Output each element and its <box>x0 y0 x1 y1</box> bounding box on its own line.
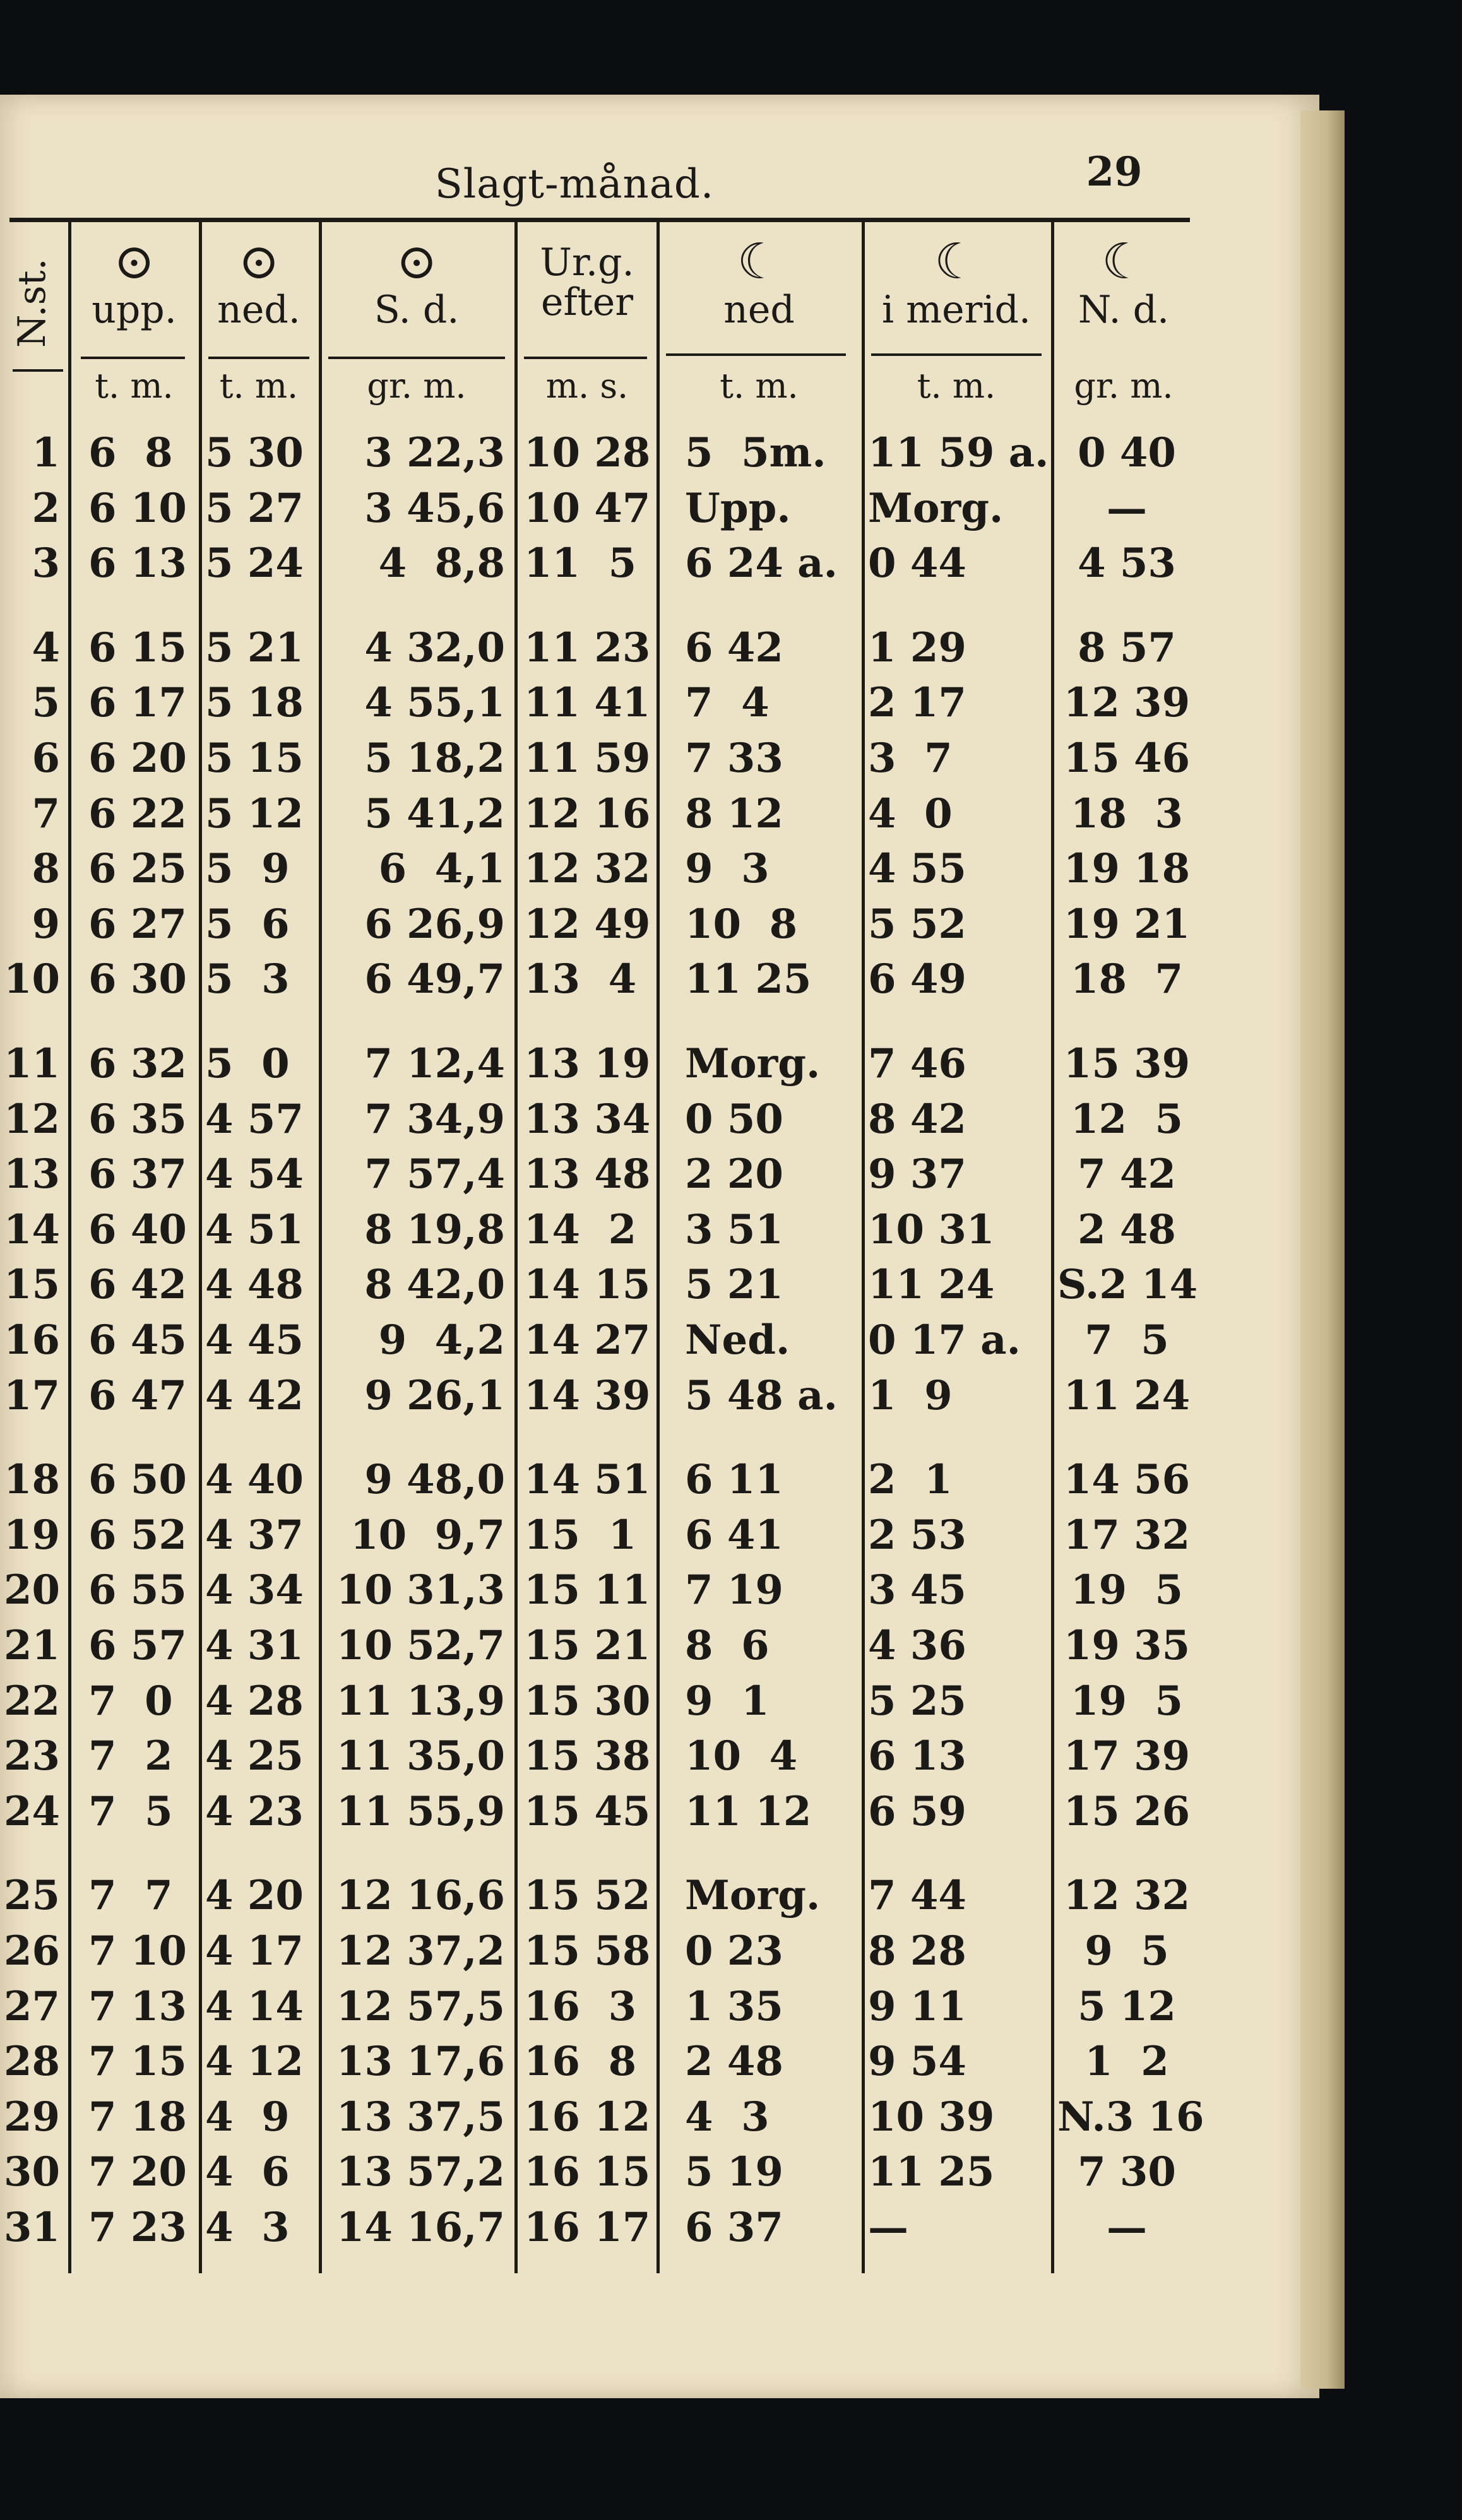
clock-offset-cell: 16 8 <box>524 2038 637 2086</box>
clock-offset-cell: 13 19 <box>524 1040 651 1087</box>
moon-meridian-cell: 7 46 <box>868 1040 966 1087</box>
moon-declination-cell: 8 57 <box>1078 624 1176 671</box>
sunrise-cell: 7 23 <box>88 2204 187 2251</box>
date-cell: 26 <box>3 1927 60 1975</box>
sunset-cell: 4 17 <box>205 1927 304 1975</box>
moon-meridian-cell: 6 13 <box>868 1732 966 1780</box>
moon-meridian-cell: 0 17 a. <box>868 1316 1021 1364</box>
date-cell: 5 <box>32 679 60 727</box>
sun-declination-cell: 6 49,7 <box>364 955 505 1003</box>
clock-offset-cell: 13 48 <box>524 1151 651 1198</box>
clock-offset-cell: 12 16 <box>524 790 651 837</box>
clock-offset-cell: 16 3 <box>524 1982 637 2030</box>
moon-declination-cell: 2 48 <box>1078 1205 1176 1253</box>
sunset-cell: 5 12 <box>205 790 304 837</box>
moon-declination-cell: 12 5 <box>1070 1095 1184 1143</box>
moonset-cell: 5 5m. <box>685 429 826 476</box>
sun-declination-cell: 12 37,2 <box>336 1927 505 1975</box>
moon-meridian-cell: 9 11 <box>868 1982 966 2030</box>
moon-meridian-cell: 10 31 <box>868 1205 995 1253</box>
sunset-cell: 4 48 <box>205 1261 304 1309</box>
column-divider <box>68 222 71 2273</box>
sunrise-cell: 7 5 <box>88 1787 173 1835</box>
moon-declination-cell: 19 21 <box>1063 900 1191 948</box>
sun-declination-cell: 7 57,4 <box>364 1151 505 1198</box>
unit-label: t. m. <box>95 366 174 406</box>
sunset-cell: 5 9 <box>205 845 290 893</box>
sunset-cell: 4 12 <box>205 2038 304 2086</box>
sunrise-cell: 7 18 <box>88 2093 187 2141</box>
header-rule <box>9 218 1190 222</box>
clock-offset-cell: 13 34 <box>524 1095 651 1143</box>
moon-meridian-cell: 0 44 <box>868 540 966 588</box>
sunrise-cell: 6 15 <box>88 624 187 671</box>
sunset-cell: 4 37 <box>205 1511 304 1559</box>
moonset-cell: 7 4 <box>685 679 770 727</box>
sunset-cell: 4 20 <box>205 1872 304 1920</box>
column-divider <box>514 222 518 2273</box>
unit-label: m. s. <box>545 366 629 406</box>
date-cell: 17 <box>3 1371 60 1419</box>
moon-declination-cell: 18 7 <box>1070 955 1184 1003</box>
moonset-cell: 7 33 <box>685 735 783 782</box>
date-cell: 2 <box>32 484 60 532</box>
moonset-cell: 2 48 <box>685 2038 783 2086</box>
clock-offset-cell: 14 39 <box>524 1371 651 1419</box>
date-cell: 9 <box>32 900 60 948</box>
moon-declination-cell: 7 42 <box>1078 1151 1176 1198</box>
moonset-cell: 8 12 <box>685 790 783 837</box>
moon-icon: ☾ <box>934 234 978 290</box>
date-cell: 22 <box>3 1677 60 1725</box>
moon-declination-cell: 5 12 <box>1078 1982 1176 2030</box>
moonset-cell: 5 19 <box>685 2148 783 2196</box>
sunrise-cell: 6 22 <box>88 790 187 837</box>
sun-declination-cell: 13 37,5 <box>336 2093 505 2141</box>
sunset-cell: 5 24 <box>205 540 304 588</box>
unit-label: t. m. <box>219 366 299 406</box>
date-cell: 3 <box>32 540 60 588</box>
date-cell: 28 <box>3 2038 60 2086</box>
sunrise-cell: 6 10 <box>88 484 187 532</box>
moon-meridian-cell: 1 9 <box>868 1371 953 1419</box>
date-cell: 27 <box>3 1982 60 2030</box>
sunset-cell: 5 21 <box>205 624 304 671</box>
header-underline <box>13 369 63 372</box>
sunrise-cell: 7 15 <box>88 2038 187 2086</box>
sunset-cell: 4 42 <box>205 1371 304 1419</box>
moonset-cell: 5 21 <box>685 1261 783 1309</box>
sunset-cell: 4 31 <box>205 1622 304 1669</box>
moonset-cell: 6 37 <box>685 2204 783 2251</box>
moon-declination-cell: 19 5 <box>1070 1566 1184 1614</box>
sunset-cell: 4 57 <box>205 1095 304 1143</box>
header-underline <box>208 357 309 359</box>
sun-declination-cell: 6 4,1 <box>378 845 505 893</box>
date-cell: 4 <box>32 624 60 671</box>
moon-meridian-cell: 11 59 a. <box>868 429 1049 476</box>
sun-declination-cell: 10 52,7 <box>336 1622 505 1669</box>
moonset-cell: 6 41 <box>685 1511 783 1559</box>
moon-meridian-cell: 5 52 <box>868 900 966 948</box>
moon-meridian-cell: 9 37 <box>868 1151 966 1198</box>
sunrise-cell: 6 30 <box>88 955 187 1003</box>
moonset-cell: 9 1 <box>685 1677 770 1725</box>
moonset-cell: Upp. <box>685 484 791 532</box>
sunset-cell: 5 15 <box>205 735 304 782</box>
sunset-cell: 4 23 <box>205 1787 304 1835</box>
clock-offset-cell: 15 38 <box>524 1732 651 1780</box>
column-divider <box>657 222 660 2273</box>
moon-declination-cell: 7 30 <box>1078 2148 1176 2196</box>
clock-offset-cell: 15 45 <box>524 1787 651 1835</box>
column-header-date: N.st. <box>10 258 54 348</box>
sunset-cell: 4 28 <box>205 1677 304 1725</box>
clock-offset-cell: 13 4 <box>524 955 637 1003</box>
moon-meridian-cell: 6 59 <box>868 1787 966 1835</box>
sunset-cell: 5 0 <box>205 1040 290 1087</box>
moon-declination-cell: 19 35 <box>1063 1622 1191 1669</box>
sun-declination-cell: 10 31,3 <box>336 1566 505 1614</box>
sunrise-cell: 7 10 <box>88 1927 187 1975</box>
moon-declination-cell: 14 56 <box>1063 1456 1191 1504</box>
date-cell: 20 <box>3 1566 60 1614</box>
moonset-cell: 6 11 <box>685 1456 783 1504</box>
moon-declination-cell: 4 53 <box>1078 540 1176 588</box>
sun-declination-cell: 13 57,2 <box>336 2148 505 2196</box>
moon-meridian-cell: — <box>868 2204 908 2251</box>
sun-declination-cell: 5 41,2 <box>364 790 505 837</box>
moon-meridian-cell: 5 25 <box>868 1677 966 1725</box>
clock-offset-cell: 14 15 <box>524 1261 651 1309</box>
sunset-cell: 5 3 <box>205 955 290 1003</box>
sun-declination-cell: 11 55,9 <box>336 1787 505 1835</box>
clock-offset-cell: 10 47 <box>524 484 651 532</box>
column-divider <box>199 222 202 2273</box>
sunset-cell: 5 30 <box>205 429 304 476</box>
page-number: 29 <box>1086 148 1143 196</box>
clock-offset-cell: 12 49 <box>524 900 651 948</box>
sunset-cell: 4 51 <box>205 1205 304 1253</box>
sunset-cell: 4 3 <box>205 2204 290 2251</box>
moon-declination-cell: 11 24 <box>1063 1371 1191 1419</box>
column-divider <box>862 222 865 2273</box>
sun-declination-cell: 8 42,0 <box>364 1261 505 1309</box>
sun-declination-cell: 6 26,9 <box>364 900 505 948</box>
sun-declination-cell: 11 35,0 <box>336 1732 505 1780</box>
column-header-label: ned. <box>217 288 300 332</box>
moonset-cell: 10 4 <box>685 1732 798 1780</box>
clock-offset-cell: 11 5 <box>524 540 637 588</box>
moon-meridian-cell: 4 0 <box>868 790 953 837</box>
sun-declination-cell: 10 9,7 <box>350 1511 505 1559</box>
moonset-cell: 6 42 <box>685 624 783 671</box>
date-cell: 29 <box>3 2093 60 2141</box>
sunrise-cell: 6 45 <box>88 1316 187 1364</box>
moon-meridian-cell: 8 28 <box>868 1927 966 1975</box>
sun-declination-cell: 13 17,6 <box>336 2038 505 2086</box>
sun-declination-cell: 8 19,8 <box>364 1205 505 1253</box>
date-cell: 11 <box>3 1040 60 1087</box>
clock-offset-cell: 15 58 <box>524 1927 651 1975</box>
moon-meridian-cell: 3 45 <box>868 1566 966 1614</box>
column-header-label: Ur.g. efter <box>540 240 634 324</box>
date-cell: 6 <box>32 735 60 782</box>
moon-meridian-cell: 2 53 <box>868 1511 966 1559</box>
clock-offset-cell: 16 12 <box>524 2093 651 2141</box>
sun-icon: ⊙ <box>113 234 155 290</box>
moonset-cell: 9 3 <box>685 845 770 893</box>
moon-meridian-cell: Morg. <box>868 484 1004 532</box>
sunset-cell: 4 25 <box>205 1732 304 1780</box>
moonset-cell: 6 24 a. <box>685 540 838 588</box>
page-edge <box>1300 110 1345 2389</box>
moon-declination-cell: 15 26 <box>1063 1787 1191 1835</box>
sunrise-cell: 6 27 <box>88 900 187 948</box>
sunrise-cell: 6 42 <box>88 1261 187 1309</box>
sunset-cell: 4 45 <box>205 1316 304 1364</box>
sunset-cell: 4 40 <box>205 1456 304 1504</box>
sunrise-cell: 6 25 <box>88 845 187 893</box>
sun-icon: ⊙ <box>238 234 280 290</box>
sun-declination-cell: 9 48,0 <box>364 1456 505 1504</box>
moon-icon: ☾ <box>737 234 782 290</box>
date-cell: 12 <box>3 1095 60 1143</box>
moon-meridian-cell: 2 17 <box>868 679 966 727</box>
sunrise-cell: 6 37 <box>88 1151 187 1198</box>
moon-meridian-cell: 2 1 <box>868 1456 953 1504</box>
moon-meridian-cell: 1 29 <box>868 624 966 671</box>
sun-declination-cell: 11 13,9 <box>336 1677 505 1725</box>
sun-declination-cell: 4 32,0 <box>364 624 505 671</box>
sun-icon: ⊙ <box>396 234 437 290</box>
moonset-cell: 3 51 <box>685 1205 783 1253</box>
sun-declination-cell: 9 26,1 <box>364 1371 505 1419</box>
clock-offset-cell: 14 51 <box>524 1456 651 1504</box>
sun-declination-cell: 4 55,1 <box>364 679 505 727</box>
moon-declination-cell: 0 40 <box>1078 429 1176 476</box>
clock-offset-cell: 15 1 <box>524 1511 637 1559</box>
sunset-cell: 4 9 <box>205 2093 290 2141</box>
moonset-cell: 11 25 <box>685 955 812 1003</box>
sunrise-cell: 7 20 <box>88 2148 187 2196</box>
moon-icon: ☾ <box>1102 234 1146 290</box>
sunrise-cell: 6 47 <box>88 1371 187 1419</box>
header-underline <box>666 353 846 356</box>
sunrise-cell: 7 0 <box>88 1677 173 1725</box>
sunrise-cell: 6 13 <box>88 540 187 588</box>
moonset-cell: 4 3 <box>685 2093 770 2141</box>
column-header-sun-set <box>202 234 316 330</box>
sunrise-cell: 6 55 <box>88 1566 187 1614</box>
moon-meridian-cell: 6 49 <box>868 955 966 1003</box>
moon-meridian-cell: 4 36 <box>868 1622 966 1669</box>
moon-declination-cell: 1 2 <box>1085 2038 1169 2086</box>
date-cell: 31 <box>3 2204 60 2251</box>
moon-declination-cell: 7 5 <box>1085 1316 1169 1364</box>
column-header-label: upp. <box>92 288 177 332</box>
sun-declination-cell: 9 4,2 <box>378 1316 505 1364</box>
moon-declination-cell: 19 5 <box>1070 1677 1184 1725</box>
sunrise-cell: 6 40 <box>88 1205 187 1253</box>
moon-declination-cell: 19 18 <box>1063 845 1191 893</box>
moon-meridian-cell: 7 44 <box>868 1872 966 1920</box>
moonset-cell: 2 20 <box>685 1151 783 1198</box>
sunrise-cell: 6 57 <box>88 1622 187 1669</box>
sunrise-cell: 6 8 <box>88 429 173 476</box>
header-underline <box>81 357 185 359</box>
sun-declination-cell: 7 34,9 <box>364 1095 505 1143</box>
clock-offset-cell: 14 27 <box>524 1316 651 1364</box>
date-cell: 16 <box>3 1316 60 1364</box>
column-header-label: N. d. <box>1078 288 1170 332</box>
date-cell: 8 <box>32 845 60 893</box>
unit-label: t. m. <box>720 366 799 406</box>
moon-declination-cell: 18 3 <box>1070 790 1184 837</box>
sunset-cell: 4 34 <box>205 1566 304 1614</box>
sun-declination-cell: 3 45,6 <box>364 484 505 532</box>
sun-declination-cell: 7 12,4 <box>364 1040 505 1087</box>
column-header-sun-declination <box>322 234 511 330</box>
sunrise-cell: 6 50 <box>88 1456 187 1504</box>
date-cell: 24 <box>3 1787 60 1835</box>
clock-offset-cell: 15 21 <box>524 1622 651 1669</box>
sunrise-cell: 6 52 <box>88 1511 187 1559</box>
moon-meridian-cell: 8 42 <box>868 1095 966 1143</box>
column-header-clock-after <box>521 240 653 324</box>
clock-offset-cell: 16 15 <box>524 2148 651 2196</box>
clock-offset-cell: 14 2 <box>524 1205 637 1253</box>
moon-meridian-cell: 9 54 <box>868 2038 966 2086</box>
sun-declination-cell: 12 16,6 <box>336 1872 505 1920</box>
date-cell: 13 <box>3 1151 60 1198</box>
clock-offset-cell: 15 30 <box>524 1677 651 1725</box>
moonset-cell: 7 19 <box>685 1566 783 1614</box>
moon-meridian-cell: 4 55 <box>868 845 966 893</box>
date-cell: 19 <box>3 1511 60 1559</box>
date-cell: 18 <box>3 1456 60 1504</box>
moonset-cell: 8 6 <box>685 1622 770 1669</box>
page-title: Slagt-månad. <box>434 161 715 208</box>
sunrise-cell: 6 20 <box>88 735 187 782</box>
clock-offset-cell: 15 52 <box>524 1872 651 1920</box>
sunrise-cell: 7 2 <box>88 1732 173 1780</box>
date-cell: 1 <box>32 429 60 476</box>
sunset-cell: 5 27 <box>205 484 304 532</box>
sunrise-cell: 6 17 <box>88 679 187 727</box>
date-cell: 25 <box>3 1872 60 1920</box>
sunset-cell: 5 18 <box>205 679 304 727</box>
clock-offset-cell: 15 11 <box>524 1566 651 1614</box>
date-cell: 23 <box>3 1732 60 1780</box>
moon-declination-cell: 12 32 <box>1063 1872 1191 1920</box>
moon-meridian-cell: 11 24 <box>868 1261 995 1309</box>
moon-declination-cell: — <box>1107 484 1147 532</box>
date-cell: 7 <box>32 790 60 837</box>
moon-declination-cell: 15 46 <box>1063 735 1191 782</box>
moonset-cell: 11 12 <box>685 1787 812 1835</box>
moon-declination-cell: 15 39 <box>1063 1040 1191 1087</box>
column-header-label: i merid. <box>881 288 1031 332</box>
moon-meridian-cell: 10 39 <box>868 2093 995 2141</box>
sun-declination-cell: 4 8,8 <box>378 540 505 588</box>
moonset-cell: 10 8 <box>685 900 798 948</box>
clock-offset-cell: 12 32 <box>524 845 651 893</box>
column-header-label: S. d. <box>374 288 460 332</box>
sunset-cell: 5 6 <box>205 900 290 948</box>
sunrise-cell: 6 35 <box>88 1095 187 1143</box>
sun-declination-cell: 14 16,7 <box>336 2204 505 2251</box>
sun-declination-cell: 12 57,5 <box>336 1982 505 2030</box>
sun-declination-cell: 5 18,2 <box>364 735 505 782</box>
sunset-cell: 4 6 <box>205 2148 290 2196</box>
date-cell: 14 <box>3 1205 60 1253</box>
unit-label: gr. m. <box>367 366 467 406</box>
column-header-moon-declination <box>1054 234 1193 330</box>
date-cell: 10 <box>3 955 60 1003</box>
date-cell: 21 <box>3 1622 60 1669</box>
clock-offset-cell: 11 59 <box>524 735 651 782</box>
column-header-moon-set <box>660 234 859 330</box>
moonset-cell: 0 23 <box>685 1927 783 1975</box>
clock-offset-cell: 11 41 <box>524 679 651 727</box>
header-underline <box>328 357 505 359</box>
sunset-cell: 4 54 <box>205 1151 304 1198</box>
column-header-moon-meridian <box>865 234 1048 330</box>
header-underline <box>871 353 1042 356</box>
moon-declination-cell: 12 39 <box>1063 679 1191 727</box>
column-divider <box>1051 222 1054 2273</box>
clock-offset-cell: 16 17 <box>524 2204 651 2251</box>
sunrise-cell: 6 32 <box>88 1040 187 1087</box>
moonset-cell: Morg. <box>685 1040 821 1087</box>
moonset-cell: 1 35 <box>685 1982 783 2030</box>
moon-declination-cell: — <box>1107 2204 1147 2251</box>
unit-label: gr. m. <box>1074 366 1174 406</box>
moonset-cell: 0 50 <box>685 1095 783 1143</box>
sun-declination-cell: 3 22,3 <box>364 429 505 476</box>
sunset-cell: 4 14 <box>205 1982 304 2030</box>
moonset-cell: Morg. <box>685 1872 821 1920</box>
sunrise-cell: 7 7 <box>88 1872 173 1920</box>
clock-offset-cell: 11 23 <box>524 624 651 671</box>
moon-declination-cell: S.2 14 <box>1057 1261 1198 1309</box>
column-header-sun-rise <box>79 234 189 330</box>
moonset-cell: Ned. <box>685 1316 790 1364</box>
column-header-label: ned <box>723 288 795 332</box>
moon-meridian-cell: 3 7 <box>868 735 953 782</box>
sunrise-cell: 7 13 <box>88 1982 187 2030</box>
moon-declination-cell: 17 32 <box>1063 1511 1191 1559</box>
unit-label: t. m. <box>917 366 996 406</box>
moon-declination-cell: 9 5 <box>1085 1927 1169 1975</box>
moon-declination-cell: 17 39 <box>1063 1732 1191 1780</box>
header-underline <box>524 357 647 359</box>
date-cell: 15 <box>3 1261 60 1309</box>
date-cell: 30 <box>3 2148 60 2196</box>
moon-declination-cell: N.3 16 <box>1057 2093 1204 2141</box>
clock-offset-cell: 10 28 <box>524 429 651 476</box>
moonset-cell: 5 48 a. <box>685 1371 838 1419</box>
moon-meridian-cell: 11 25 <box>868 2148 995 2196</box>
